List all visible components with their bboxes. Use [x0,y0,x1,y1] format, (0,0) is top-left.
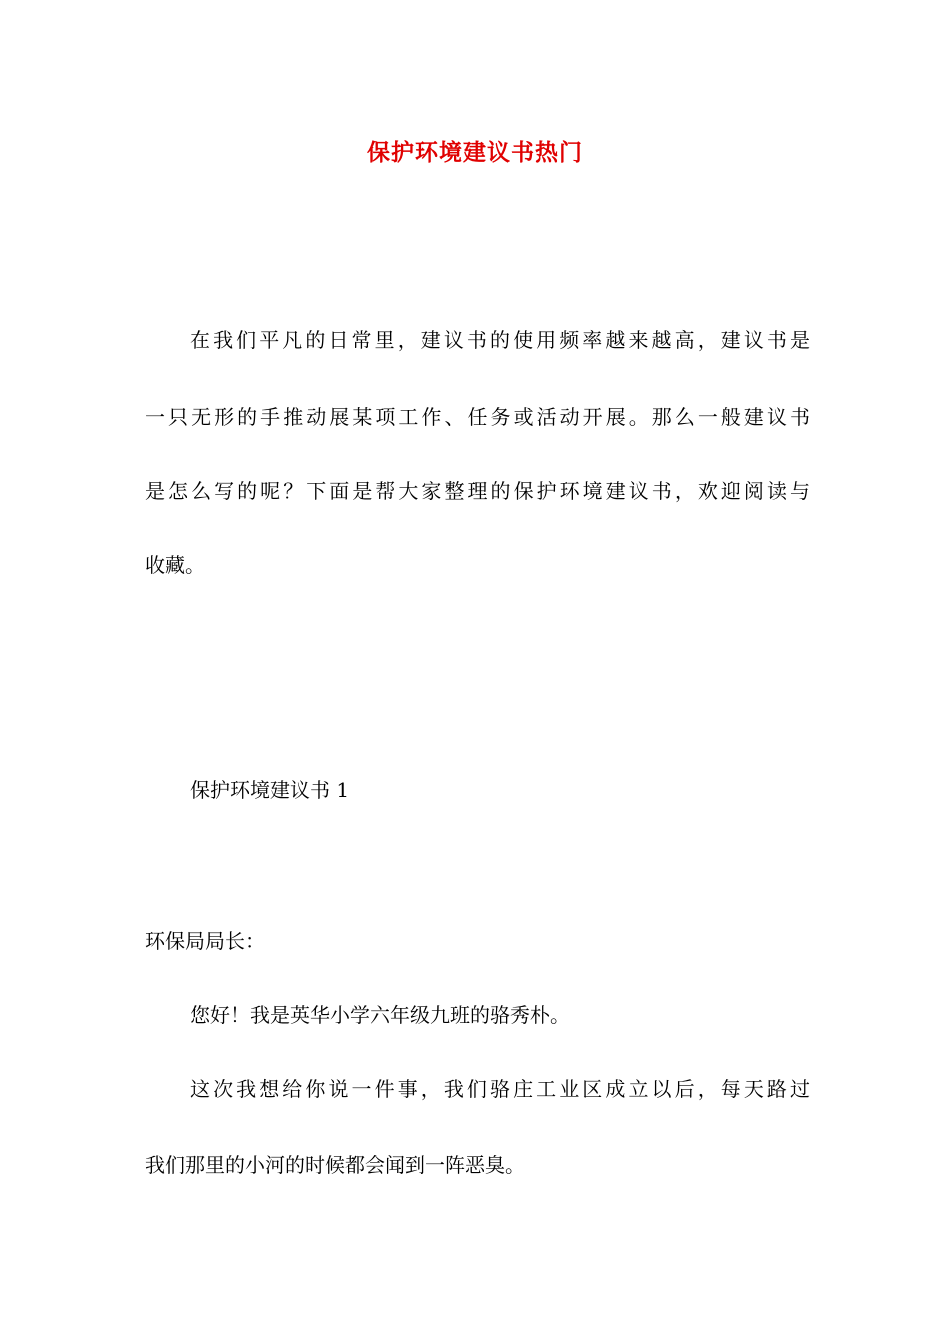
intro-line-2: 一只无形的手推动展某项工作、任务或活动开展。那么一般建议书 [145,405,810,429]
greeting-paragraph: 您好！我是英华小学六年级九班的骆秀朴。 [190,1003,570,1027]
intro-line-3: 是怎么写的呢？下面是帮大家整理的保护环境建议书，欢迎阅读与 [145,479,810,503]
body-line-1: 这次我想给你说一件事，我们骆庄工业区成立以后，每天路过 [190,1077,810,1101]
salutation: 环保局局长： [145,929,265,953]
document-title: 保护环境建议书热门 [367,139,583,166]
body-line-2: 我们那里的小河的时候都会闻到一阵恶臭。 [145,1153,525,1177]
section-heading: 保护环境建议书 1 [190,778,350,802]
intro-line-4: 收藏。 [145,553,205,577]
intro-line-1: 在我们平凡的日常里，建议书的使用频率越来越高，建议书是 [190,328,810,352]
